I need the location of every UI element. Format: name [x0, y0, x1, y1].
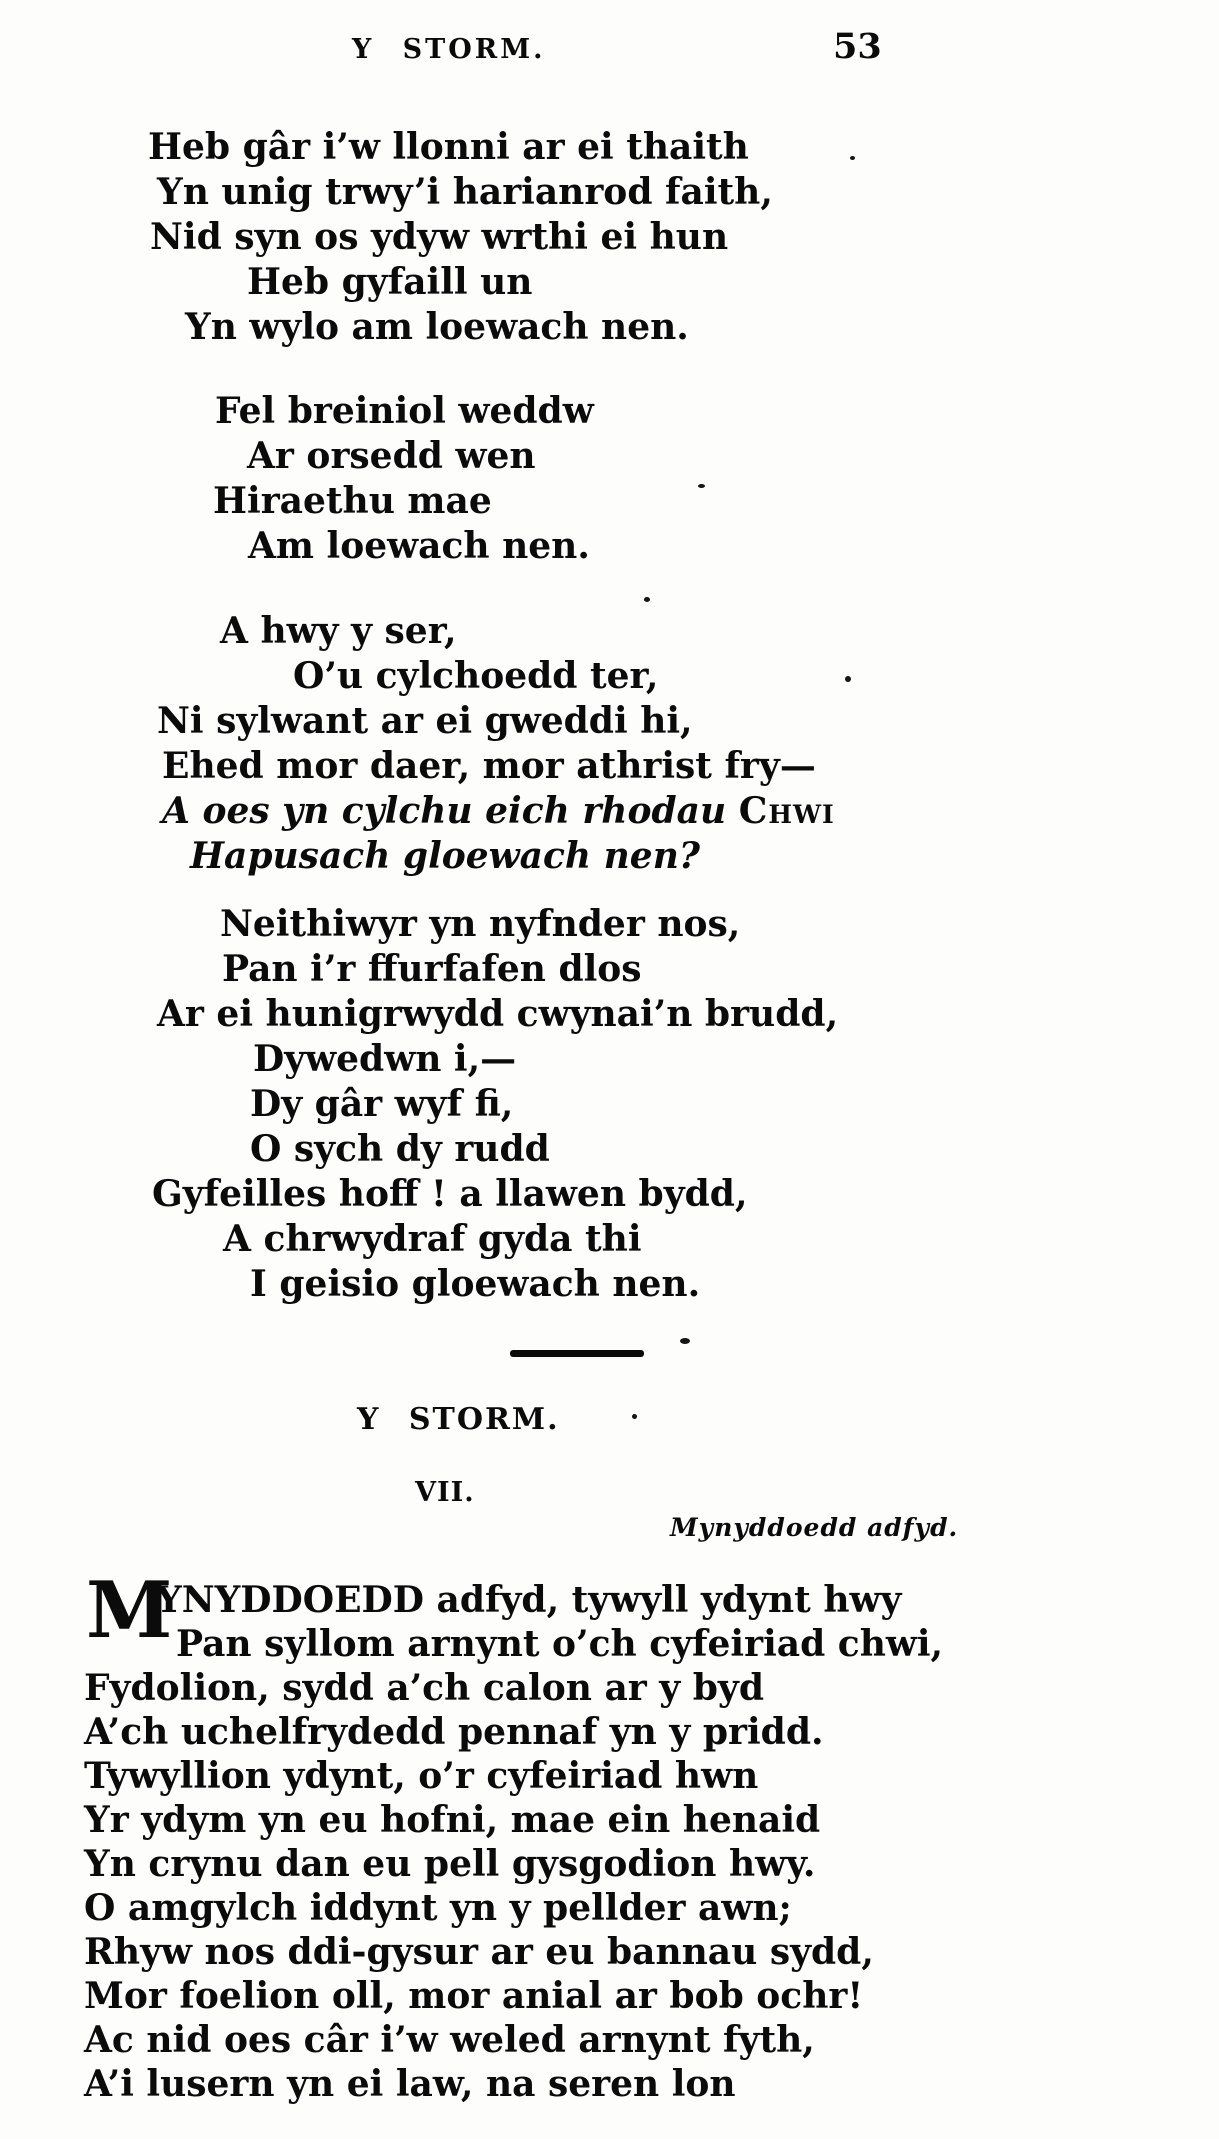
poem-line: Hiraethu mae — [213, 480, 492, 522]
poem-line: A chrwydraf gyda thi — [223, 1218, 642, 1260]
page-number: 53 — [833, 26, 882, 67]
poem-line: Pan syllom arnynt o’ch cyfeiriad chwi, — [176, 1623, 944, 1665]
poem-line: Neithiwyr yn nyfnder nos, — [220, 903, 741, 945]
poem-line: O amgylch iddynt yn y pellder awn; — [84, 1887, 792, 1929]
first-line-rest: YNYDDOEDD adfyd, tywyll ydynt hwy — [156, 1579, 902, 1621]
ink-speck — [698, 484, 705, 488]
italic-line-text: A oes yn cylchu eich rhodau — [162, 790, 739, 832]
poem-line: Dywedwn i,— — [253, 1038, 517, 1080]
stanza-4 — [0, 902, 1219, 1307]
ink-speck — [845, 676, 851, 682]
poem-line: Ac nid oes câr i’w weled arnynt fyth, — [84, 2019, 815, 2061]
poem-line: Ni sylwant ar ei gweddi hi, — [157, 700, 693, 742]
poem-line: Am loewach nen. — [248, 525, 590, 567]
poem-line: Rhyw nos ddi-gysur ar eu bannau sydd, — [84, 1931, 874, 1973]
stanza-2 — [0, 389, 1219, 569]
poem-line-italic — [162, 789, 1219, 834]
poem-line: A’i lusern yn ei law, na seren lon — [84, 2063, 736, 2105]
section-number: VII. — [415, 1477, 475, 1508]
poem-line: Ar orsedd wen — [247, 435, 536, 477]
section-title: Y STORM. — [357, 1402, 560, 1437]
section-epigraph: Mynyddoedd adfyd. — [670, 1513, 959, 1542]
ink-speck — [644, 597, 650, 602]
poem-line: O’u cylchoedd ter, — [293, 655, 659, 697]
poem-line: Yn wylo am loewach nen. — [185, 306, 689, 348]
poem-line: Fel breiniol weddw — [215, 390, 594, 432]
poem-line: Gyfeilles hoff ! a llawen bydd, — [152, 1173, 748, 1215]
poem-line: Dy gâr wyf fi, — [250, 1083, 514, 1125]
running-title: Y STORM. — [352, 34, 546, 65]
poem-line: O sych dy rudd — [250, 1128, 550, 1170]
stanza-3 — [0, 609, 1219, 879]
poem-line-italic: Hapusach gloewach nen? — [190, 835, 700, 877]
poem-line: Mor foelion oll, mor anial ar bob ochr! — [84, 1975, 864, 2017]
section-divider-rule — [510, 1350, 644, 1357]
smallcaps-word: Chwi — [738, 790, 835, 832]
ink-speck — [680, 1338, 690, 1344]
poem-line: Heb gâr i’w llonni ar ei thaith — [148, 126, 749, 168]
poem-line: Ehed mor daer, mor athrist fry— — [162, 745, 816, 787]
poem-line: Yr ydym yn eu hofni, mae ein henaid — [84, 1799, 821, 1841]
poem-line: Heb gyfaill un — [247, 261, 533, 303]
poem-line: Pan i’r ffurfafen dlos — [222, 948, 642, 990]
poem-line: Tywyllion ydynt, o’r cyfeiriad hwn — [84, 1755, 759, 1797]
stanza-1 — [0, 125, 1219, 350]
poem-line: Yn unig trwy’i harianrod faith, — [157, 171, 773, 213]
drop-cap-letter: M — [86, 1565, 173, 1656]
ink-speck — [850, 156, 855, 160]
ink-speck — [632, 1414, 637, 1419]
poem-line: Yn crynu dan eu pell gysgodion hwy. — [84, 1843, 816, 1885]
poem-line: Fydolion, sydd a’ch calon ar y byd — [84, 1667, 764, 1709]
poem-line: Nid syn os ydyw wrthi ei hun — [150, 216, 729, 258]
poem-line: Ar ei hunigrwydd cwynai’n brudd, — [157, 993, 839, 1035]
poem-vii — [84, 1565, 1184, 2106]
poem-line: A’ch uchelfrydedd pennaf yn y pridd. — [84, 1711, 824, 1753]
poem-line: A hwy y ser, — [220, 610, 457, 652]
poem-line: I geisio gloewach nen. — [250, 1263, 701, 1305]
